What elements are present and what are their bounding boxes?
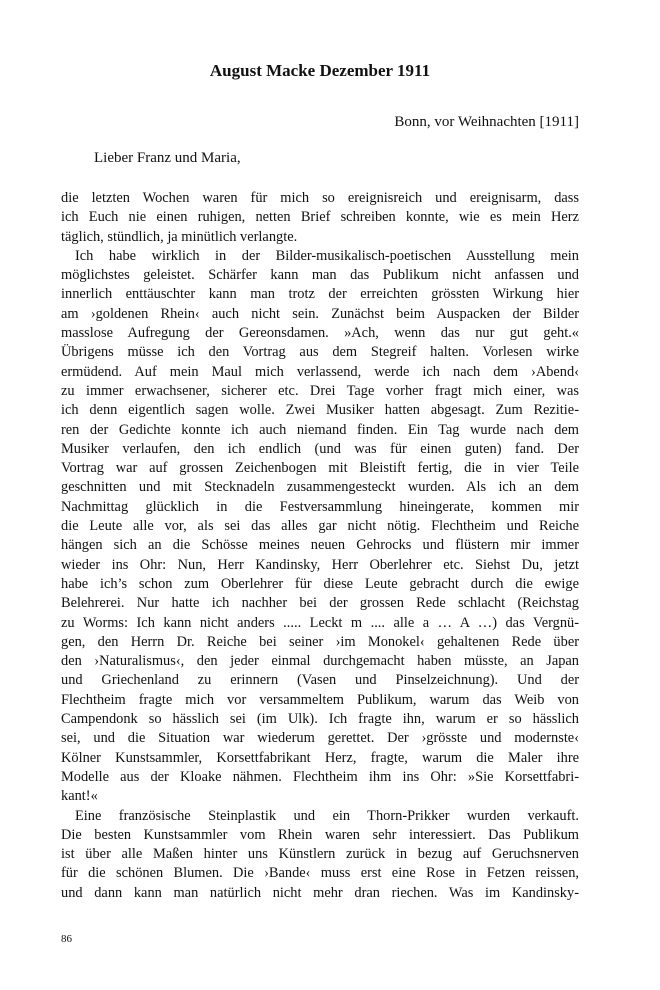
body-line: Kölner Kunstsammler, Korsettfabrikant Herz, fragte, warum die Maler ihre [61,749,579,766]
body-line: Flechtheim fragte mich vor versammeltem Publikum, warum das Weib von [61,691,579,708]
place-and-date: Bonn, vor Weihnachten [1911] [394,114,579,130]
body-line: den ›Naturalismus‹, den jeder einmal durchgemacht haben müsste, an Japan [61,653,579,670]
body-line: und Griechenland zu erinnern (Vasen und Pinselzeichnung). Und der [61,672,579,689]
body-line: gen, den Herrn Dr. Reiche bei seiner ›im Monokel‹ gehaltenen Rede über [61,633,579,650]
body-line: kant!« [61,788,98,805]
body-line: Übrigens müsse ich den Vortrag aus dem Stegreif halten. Vorlesen wirke [61,344,579,361]
body-line: Vortrag war auf grossen Zeichenbogen mit Bleistift fertig, die in vier Teile [61,460,579,477]
body-line: zu Worms: Ich kann nicht anders ..... Leckt m .... alle a … A …) das Vergnü- [61,614,579,631]
body-line: ren der Gedichte konnte ich auch niemand finden. Ein Tag wurde nach dem [61,421,579,438]
body-line: zu immer erwachsener, sicherer etc. Drei Tage vorher fragt mich einer, was [61,382,579,399]
body-line: Modelle aus der Kloake nähmen. Flechtheim ihm ins Ohr: »Sie Korsettfabri- [61,768,579,785]
body-line: die letzten Wochen waren für mich so ereignisreich und ereignisarm, dass [61,190,579,206]
page-number: 86 [61,933,72,945]
body-line: möglichstes geleistet. Schärfer kann man das Publikum nicht anfassen und [61,267,579,284]
body-line: habe ich’s schon zum Oberlehrer für diese Leute gebracht durch die ewige [61,575,579,592]
salutation: Lieber Franz und Maria, [94,150,241,166]
body-line: wieder ins Ohr: Nun, Herr Kandinsky, Herr Oberlehrer etc. Siehst Du, jetzt [61,556,579,573]
body-line: Musiker verlaufen, den ich endlich (und was für einen guten) fand. Der [61,440,579,457]
body-line: geschnitten und mit Stecknadeln zusammengesteckt wurden. Als ich an dem [61,479,579,496]
body-line: Nachmittag glücklich in die Festversammlung hineingerate, kommen mir [61,498,579,515]
body-line: Campendonk so hässlich sei (im Ulk). Ich fragte ihn, warum er so hässlich [61,711,579,728]
body-line: ist über alle Maßen hinter uns Künstlern zurück in bezug auf Geruchsnerven [61,846,579,863]
body-line: ermüdend. Auf mein Maul mich verlassend, werde ich nach dem ›Abend‹ [61,363,579,380]
body-line: für die schönen Blumen. Die ›Bande‹ muss erst eine Rose in Fetzen reissen, [61,865,579,882]
body-line: und dann kann man natürlich nicht mehr dran riechen. Was im Kandinsky- [61,884,579,901]
letter-body [61,189,579,903]
document-page [61,0,579,990]
body-line: innerlich enttäuschter kann man trotz der erreichten grössten Wirkung hier [61,286,579,303]
body-line: ich Euch nie einen ruhigen, netten Brief schreiben konnte, wie es mein Herz [61,209,579,226]
body-line: Die besten Kunstsammler vom Rhein waren sehr interessiert. Das Publikum [61,826,579,843]
body-line: masslose Aufregung der Gereonsdamen. »Ach, wenn das nur gut geht.« [61,325,579,342]
body-line: ich denn eigentlich sagen wolle. Zwei Musiker hatten abgesagt. Zum Rezitie- [61,402,579,419]
body-line: Belehrerei. Nur hatte ich nachher bei der grossen Rede schlacht (Reichstag [61,595,579,612]
body-line: hängen sich an die Schösse meines neuen Gehrocks und flüstern mir immer [61,537,579,554]
letter-title: August Macke Dezember 1911 [209,61,431,80]
body-line: Eine französische Steinplastik und ein Thorn-Prikker wurden verkauft. [75,807,579,824]
body-line: die Leute alle vor, als sei das alles gar nicht nötig. Flechtheim und Reiche [61,518,579,535]
body-line: am ›goldenen Rhein‹ auch nicht sein. Zunächst beim Auspacken der Bilder [61,305,579,322]
body-line: Ich habe wirklich in der Bilder-musikalisch-poetischen Ausstellung mein [75,247,579,264]
body-line: täglich, stündlich, ja minütlich verlangte. [61,228,298,245]
body-line: sei, und die Situation war wiederum gerettet. Der ›grösste und modernste‹ [61,730,579,747]
